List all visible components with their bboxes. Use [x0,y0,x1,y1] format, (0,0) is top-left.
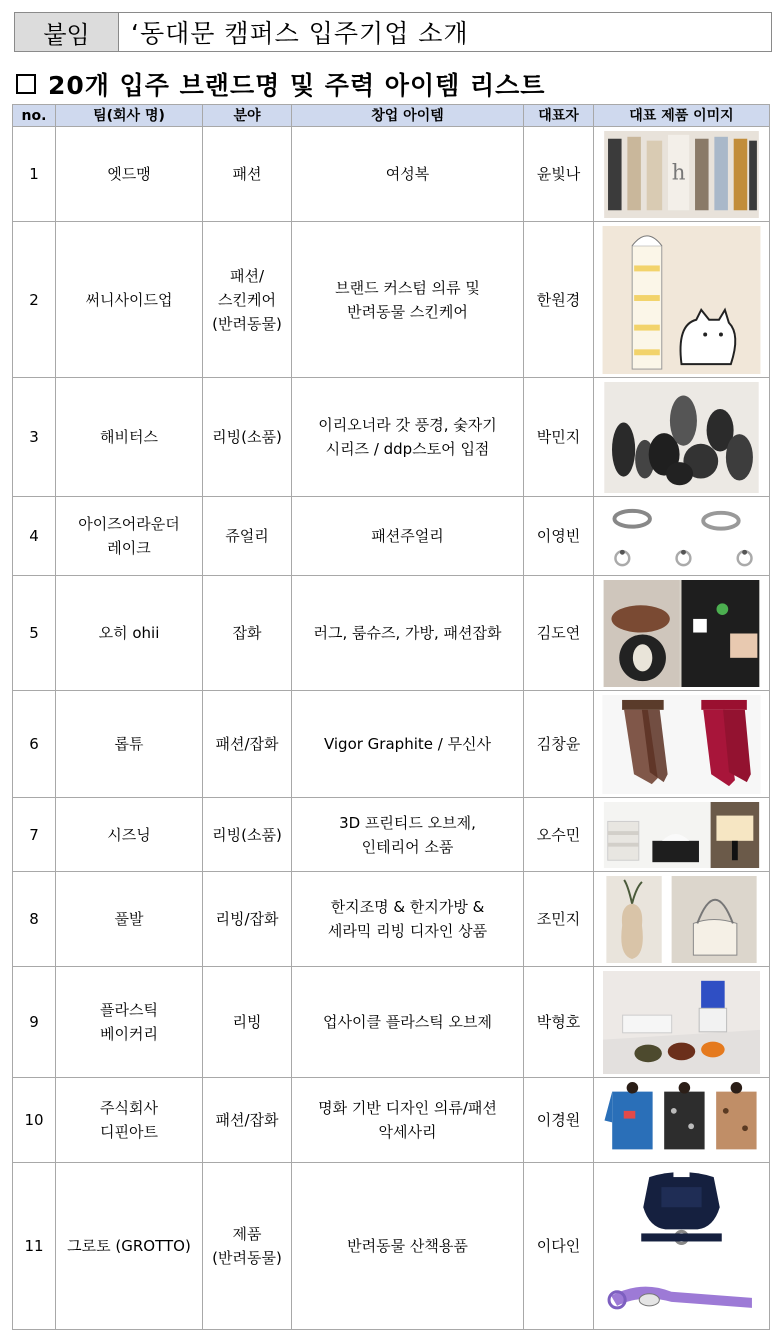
team-name: 아이즈어라운더 레이크 [78,515,180,557]
field-category: 리빙 [232,1013,262,1031]
startup-item-cell [292,1078,524,1163]
company-table [12,104,770,1330]
field-category-cell [203,1163,292,1330]
row-number-cell [13,222,56,378]
checkbox-icon [16,74,36,94]
team-name-cell [56,1163,203,1330]
row-number: 10 [24,1111,44,1129]
field-category-cell [203,967,292,1078]
startup-item-cell [292,576,524,691]
team-name-cell [56,127,203,222]
startup-item-cell [292,798,524,872]
ceo-name: 박민지 [536,428,581,446]
field-category: 패션/잡화 [215,1111,279,1129]
row-number-cell [13,691,56,798]
field-category-cell [203,576,292,691]
team-name-cell [56,967,203,1078]
startup-item: 패션주얼리 [371,527,444,545]
team-name: 플라스틱 베이커리 [100,1001,158,1043]
team-name-cell [56,378,203,497]
table-row [13,798,770,872]
team-name: 해비터스 [100,428,158,446]
ceo-name: 조민지 [536,910,581,928]
row-number-cell [13,576,56,691]
team-name: 써니사이드업 [85,290,173,309]
team-name: 주식회사 디핀아트 [100,1099,158,1141]
team-name-cell [56,1078,203,1163]
row-number-cell [13,378,56,497]
startup-item-cell [292,872,524,967]
ceo-name: 이영빈 [536,527,581,545]
startup-item: 브랜드 커스텀 의류 및 반려동물 스킨케어 [335,278,480,321]
startup-item: 한지조명 & 한지가방 & 세라믹 리빙 디자인 상품 [327,898,488,940]
row-number-cell [13,1163,56,1330]
field-category: 패션/잡화 [215,735,279,753]
ceo-name: 윤빛나 [536,165,581,183]
startup-item-cell [292,378,524,497]
attachment-tag: 붙임 [15,13,119,51]
ceo-name-cell [524,872,594,967]
column-header-no: no. [13,105,56,127]
startup-item-cell [292,1163,524,1330]
product-image-cell [594,497,770,576]
table-row [13,1078,770,1163]
field-category: 쥬얼리 [225,527,269,545]
table-row [13,967,770,1078]
startup-item: 3D 프린티드 오브제, 인테리어 소품 [339,813,476,856]
field-category-cell [203,798,292,872]
table-header-row [13,105,770,127]
row-number: 11 [24,1237,44,1255]
row-number-cell [13,127,56,222]
ceo-name-cell [524,1163,594,1330]
black-ceramic-vases-photo [598,382,765,493]
startup-item: 반려동물 산책용품 [347,1237,468,1255]
table-row [13,576,770,691]
row-number-cell [13,967,56,1078]
column-header-field: 분야 [203,105,292,127]
startup-item-cell [292,967,524,1078]
team-name: 롭튜 [114,735,144,753]
team-name-cell [56,798,203,872]
team-name: 시즈닝 [107,825,151,844]
startup-item-cell [292,222,524,378]
product-image-cell [594,1078,770,1163]
row-number: 3 [29,428,39,446]
ceo-name: 이다인 [536,1237,581,1255]
field-category-cell [203,872,292,967]
field-category: 리빙(소품) [212,825,282,844]
row-number: 2 [29,290,39,309]
field-category-cell [203,497,292,576]
field-category: 제품 (반려동물) [212,1225,282,1267]
section-title: 20개 입주 브랜드명 및 주력 아이템 리스트 [48,71,546,100]
table-row [13,127,770,222]
knee-socks-photo [598,695,765,794]
column-header-item: 창업 아이템 [292,105,524,127]
team-name: 풀발 [114,910,144,928]
row-number: 1 [29,165,39,183]
art-print-clothing-photo [598,1082,765,1159]
ceo-name-cell [524,127,594,222]
column-header-ceo: 대표자 [524,105,594,127]
product-image-cell [594,576,770,691]
ceo-name-cell [524,798,594,872]
ceo-name-cell [524,576,594,691]
ceo-name: 이경원 [536,1111,581,1129]
product-image-cell [594,127,770,222]
startup-item: Vigor Graphite / 무신사 [323,735,492,753]
pet-skincare-display-photo [598,226,765,374]
team-name: 오히 ohii [98,624,160,642]
vase-and-bag-photo [598,876,765,963]
row-number: 6 [29,735,39,753]
startup-item-cell [292,127,524,222]
ceo-name-cell [524,222,594,378]
row-number: 7 [29,825,39,844]
field-category: 리빙(소품) [212,428,282,446]
table-row [13,222,770,378]
field-category-cell [203,378,292,497]
silver-rings-photo [598,501,765,572]
ceo-name-cell [524,691,594,798]
team-name-cell [56,497,203,576]
field-category-cell [203,222,292,378]
field-category: 패션/ 스킨케어 (반려동물) [212,266,282,333]
row-number: 4 [29,527,39,545]
startup-item: 여성복 [385,165,430,183]
column-header-image: 대표 제품 이미지 [594,105,770,127]
product-image-cell [594,378,770,497]
product-image-cell [594,798,770,872]
team-name-cell [56,222,203,378]
team-name-cell [56,691,203,798]
plastic-objects-photo [598,971,765,1074]
field-category-cell [203,1078,292,1163]
row-number-cell [13,872,56,967]
ceo-name-cell [524,1078,594,1163]
3d-printed-objects-photo [598,802,765,868]
table-row [13,497,770,576]
page-title: ‘동대문 캠퍼스 입주기업 소개 [131,19,469,48]
ceo-name: 김창윤 [536,735,581,753]
table-row [13,691,770,798]
product-image-cell [594,222,770,378]
startup-item: 이리오너라 갓 풍경, 숯자기 시리즈 / ddp스토어 입점 [318,416,497,458]
field-category: 잡화 [232,624,262,642]
row-number: 5 [29,624,39,642]
product-image-cell [594,872,770,967]
title-box [14,12,772,52]
field-category-cell [203,691,292,798]
field-category: 리빙/잡화 [215,910,279,928]
startup-item: 러그, 룸슈즈, 가방, 패션잡화 [313,624,502,642]
ceo-name-cell [524,497,594,576]
team-name: 엣드맹 [107,165,151,183]
startup-item-cell [292,691,524,798]
pet-harness-leash-photo [598,1167,765,1326]
ceo-name: 한원경 [536,290,581,309]
product-image-cell [594,1163,770,1330]
team-name: 그로토 (GROTTO) [67,1237,191,1255]
column-header-team: 팀(회사 명) [56,105,203,127]
product-image-cell [594,967,770,1078]
row-number: 8 [29,910,39,928]
rug-and-bags-photo [598,580,765,687]
row-number-cell [13,798,56,872]
svg-text:h: h [671,159,686,185]
startup-item: 명화 기반 디자인 의류/패션 악세사리 [318,1099,497,1141]
table-row [13,872,770,967]
ceo-name: 오수민 [536,825,581,844]
row-number-cell [13,497,56,576]
field-category: 패션 [232,165,262,183]
startup-item: 업사이클 플라스틱 오브제 [323,1013,492,1031]
row-number: 9 [29,1013,39,1031]
field-category-cell [203,127,292,222]
table-row [13,378,770,497]
team-name-cell [56,576,203,691]
team-name-cell [56,872,203,967]
startup-item-cell [292,497,524,576]
ceo-name: 김도연 [536,624,581,642]
section-header [16,66,545,102]
ceo-name: 박형호 [536,1013,581,1031]
row-number-cell [13,1078,56,1163]
ceo-name-cell [524,967,594,1078]
product-image-cell [594,691,770,798]
fashion-models-photo [598,131,765,218]
ceo-name-cell [524,378,594,497]
table-row [13,1163,770,1330]
